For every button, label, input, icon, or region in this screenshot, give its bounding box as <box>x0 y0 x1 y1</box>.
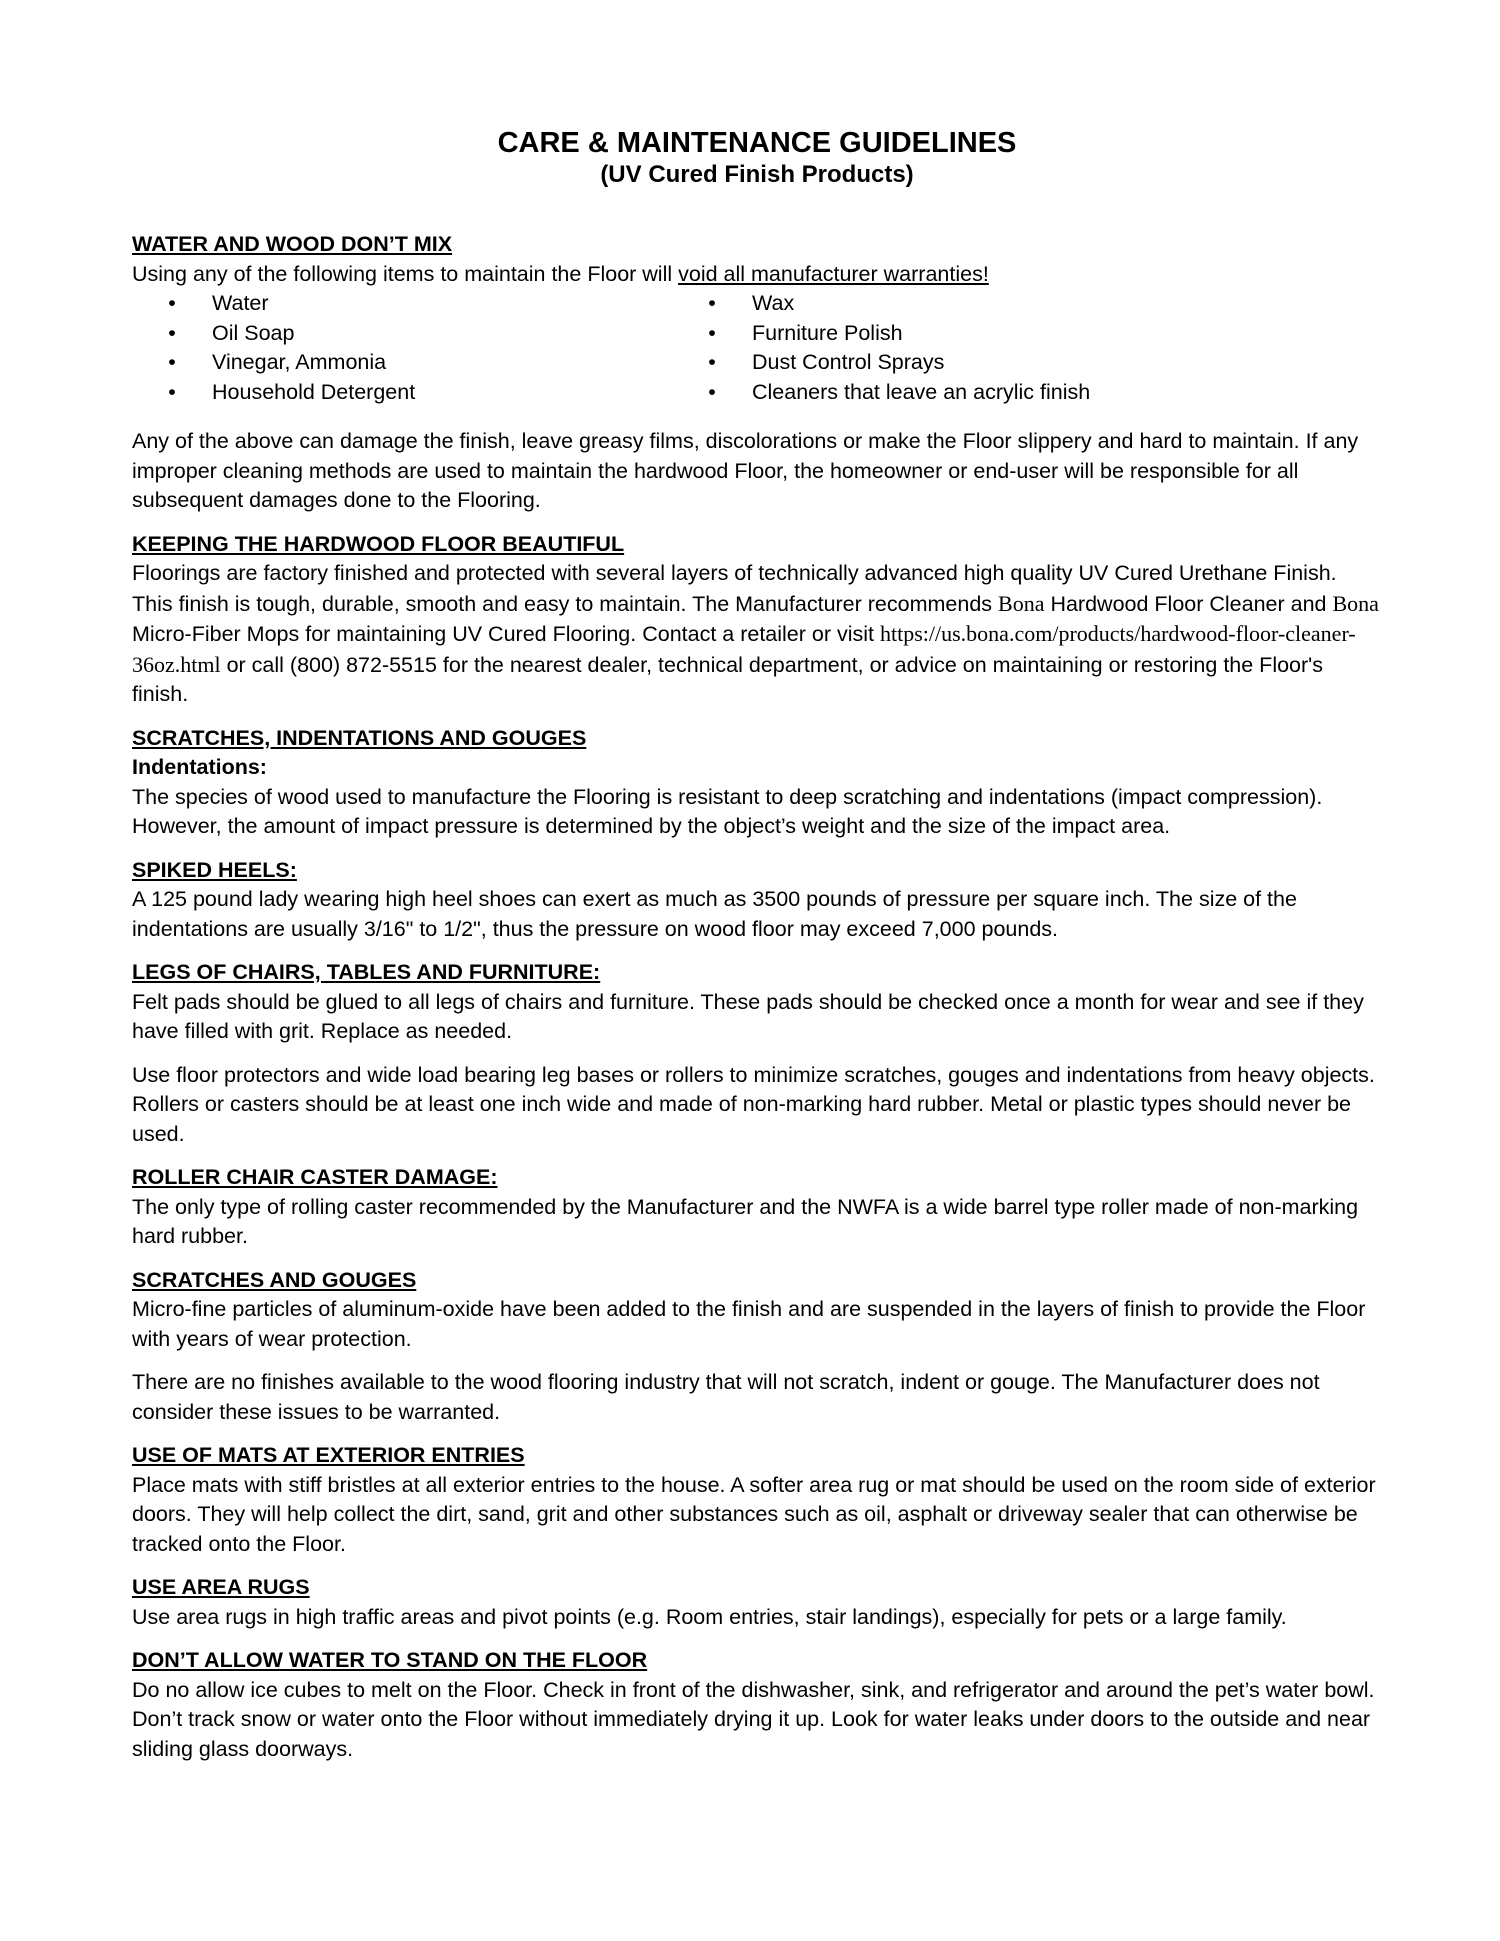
section-heading: USE OF MATS AT EXTERIOR ENTRIES <box>132 1443 525 1467</box>
list-item: • Water <box>132 289 672 319</box>
bullet-icon: • <box>708 291 716 315</box>
section-area-rugs <box>132 1573 1382 1632</box>
list-item: • Furniture Polish <box>672 319 1212 349</box>
bullet-icon: • <box>708 320 716 345</box>
section-heading: WATER AND WOOD DON’T MIX <box>132 232 453 256</box>
paragraph: Felt pads should be glued to all legs of chairs and furniture. These pads should be checked once a month for wear and see if they have filled with grit. Replace as needed. <box>132 989 1364 1043</box>
bullet-icon: • <box>708 350 716 374</box>
section-water-wood <box>132 230 1382 516</box>
bullet-icon: • <box>168 320 176 345</box>
warranty-intro: Using any of the following items to maintain the Floor will void all manufacturer warranties! <box>132 261 989 286</box>
list-item: • Oil Soap <box>132 319 672 349</box>
prohibited-list-right <box>672 289 1212 407</box>
list-item: • Vinegar, Ammonia <box>132 348 672 378</box>
prohibited-list-left <box>132 289 672 407</box>
section-heading: KEEPING THE HARDWOOD FLOOR BEAUTIFUL <box>132 531 625 556</box>
document-page <box>132 126 1382 1778</box>
section-heading: DON’T ALLOW WATER TO STAND ON THE FLOOR <box>132 1648 648 1672</box>
list-item: • Dust Control Sprays <box>672 348 1212 378</box>
section-furniture-legs <box>132 958 1382 1149</box>
section-spiked-heels <box>132 856 1382 945</box>
section-heading: SCRATCHES, INDENTATIONS AND GOUGES <box>132 725 587 750</box>
paragraph: Do no allow ice cubes to melt on the Floor. Check in front of the dishwasher, sink, and refrigerator and around the pet’s water bowl. Don’t track snow or water onto the Floor without immediately drying it up. Look for water leaks under doors to the outside and near sliding glass doorways. <box>132 1677 1375 1761</box>
section-exterior-mats <box>132 1441 1382 1559</box>
warranty-void-text: void all manufacturer warranties! <box>678 261 989 286</box>
subheading: Indentations: <box>132 755 267 779</box>
list-item: • Cleaners that leave an acrylic finish <box>672 378 1212 408</box>
section-roller-caster <box>132 1163 1382 1252</box>
bullet-icon: • <box>708 379 716 404</box>
brand-name: Bona <box>1332 590 1379 616</box>
paragraph: Floorings are factory finished and protected with several layers of technically advanced high quality UV Cured Urethane Finish. This finish is tough, durable, smooth and easy to maintain. The Manufacturer recommends Bona Hardwood Floor Cleaner and Bona Micro-Fiber Mops for maintaining UV Cured Flooring. Contact a retailer or visit https://us.bona.com/products/hardwood-floor-cleaner-36oz.html or call (800) 872-5515 for the nearest dealer, technical department, or advice on maintaining or restoring the Floor's finish. <box>132 561 1379 706</box>
section-heading: ROLLER CHAIR CASTER DAMAGE: <box>132 1165 498 1189</box>
section-heading: USE AREA RUGS <box>132 1575 310 1599</box>
list-item: • Household Detergent <box>132 378 672 408</box>
section-standing-water <box>132 1646 1382 1764</box>
bullet-icon: • <box>168 379 176 404</box>
paragraph: The species of wood used to manufacture the Flooring is resistant to deep scratching and indentations (impact compression). However, the amount of impact pressure is determined by the object’s weight and the size of the impact area. <box>132 784 1323 838</box>
bullet-icon: • <box>168 350 176 374</box>
bona-link[interactable]: https://us.bona.com/products/hardwood-floor-cleaner-36oz.html <box>132 621 1356 677</box>
section-scratches-indentations <box>132 724 1382 842</box>
bullet-icon: • <box>168 291 176 315</box>
brand-name: Bona <box>998 590 1045 616</box>
paragraph: There are no finishes available to the wood flooring industry that will not scratch, indent or gouge. The Manufacturer does not consider these issues to be warranted. <box>132 1370 1320 1424</box>
section-heading: SCRATCHES AND GOUGES <box>132 1267 417 1292</box>
paragraph: Use floor protectors and wide load bearing leg bases or rollers to minimize scratches, gouges and indentations from heavy objects. Rollers or casters should be at least one inch wide and made of non-marking hard rubber. Metal or plastic types should never be used. <box>132 1062 1375 1146</box>
section-scratches-gouges <box>132 1266 1382 1428</box>
prohibited-items-list <box>132 289 1382 407</box>
page-subtitle: (UV Cured Finish Products) <box>600 161 914 188</box>
section-heading: LEGS OF CHAIRS, TABLES AND FURNITURE: <box>132 960 601 984</box>
paragraph: Place mats with stiff bristles at all exterior entries to the house. A softer area rug or mat should be used on the room side of exterior doors. They will help collect the dirt, sand, grit and other substances such as oil, asphalt or driveway sealer that can otherwise be tracked onto the Floor. <box>132 1472 1376 1556</box>
paragraph: A 125 pound lady wearing high heel shoes can exert as much as 3500 pounds of pressure per square inch. The size of the indentations are usually 3/16" to 1/2", thus the pressure on wood floor may exceed 7,000 pounds. <box>132 887 1297 941</box>
list-item: • Wax <box>672 289 1212 319</box>
paragraph: Any of the above can damage the finish, leave greasy films, discolorations or make the Floor slippery and hard to maintain. If any improper cleaning methods are used to maintain the hardwood Floor, the homeowner or end-user will be responsible for all subsequent damages done to the Flooring. <box>132 429 1359 512</box>
paragraph: Use area rugs in high traffic areas and pivot points (e.g. Room entries, stair landings), especially for pets or a large family. <box>132 1604 1287 1629</box>
paragraph: The only type of rolling caster recommended by the Manufacturer and the NWFA is a wide barrel type roller made of non-marking hard rubber. <box>132 1194 1359 1248</box>
paragraph: Micro-fine particles of aluminum-oxide have been added to the finish and are suspended in the layers of finish to provide the Floor with years of wear protection. <box>132 1297 1366 1351</box>
section-keeping-floor-beautiful <box>132 530 1382 710</box>
page-title: CARE & MAINTENANCE GUIDELINES <box>497 127 1017 159</box>
section-heading: SPIKED HEELS: <box>132 857 297 882</box>
